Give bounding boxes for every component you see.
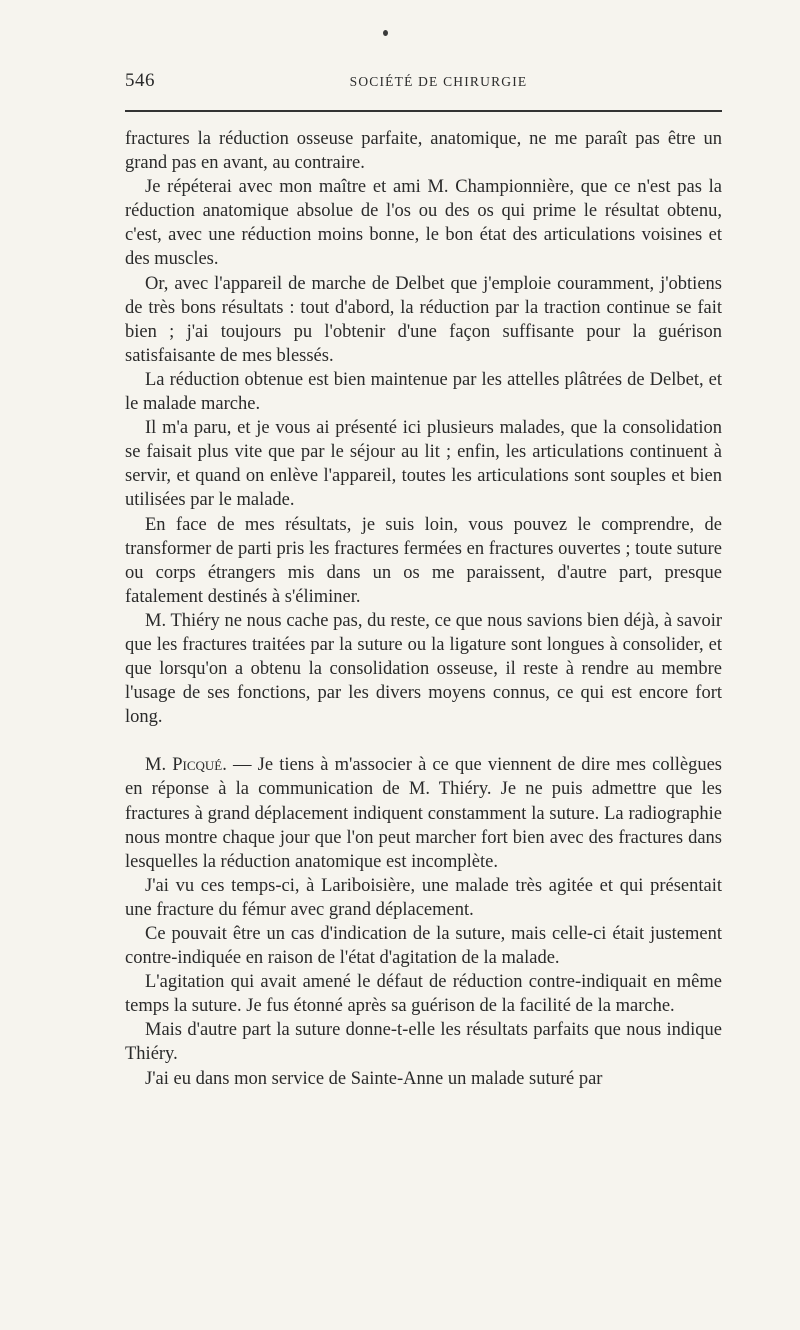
page-header [125,70,722,96]
page-number: 546 [125,70,155,91]
paragraph: Il m'a paru, et je vous ai présenté ici plusieurs malades, que la consolidation se faisait plus vite que par le séjour au lit ; enfin, les articulations continuent à servir, et quand on enlève l'appareil, toutes les articulations sont souples et bien utilisées par le malade. [125,418,722,511]
paragraph: En face de mes résultats, je suis loin, vous pouvez le comprendre, de transformer de parti pris les fractures fermées en fractures ouvertes ; toute suture ou corps étrangers mis dans un os me paraissent, d'autre part, presque fatalement destinés à s'éliminer. [125,514,722,607]
speaker-text: . — Je tiens à m'associer à ce que viennent de dire mes collègues en réponse à la communication de M. Thiéry. Je ne puis admettre que les fractures à grand déplacement indiquent constamment la suture. La radiographie nous montre chaque jour que l'on peut marcher fort bien avec des fractures dans lesquelles la réduction anatomique est incomplète. [125,755,722,872]
print-mark [383,30,388,36]
body-text [125,127,722,1091]
speaker-name: Picqué [172,755,223,776]
paragraph: La réduction obtenue est bien maintenue par les attelles plâtrées de Delbet, et le malade marche. [125,369,722,415]
page [125,0,722,1330]
speaker-paragraph [125,753,722,873]
paragraph: Or, avec l'appareil de marche de Delbet que j'emploie couramment, j'obtiens de très bons résultats : tout d'abord, la réduction par la traction continue se fait bien ; j'ai toujours pu l'obtenir d'une façon suffisante pour la guérison satisfaisante de mes blessés. [125,273,722,366]
paragraph: J'ai vu ces temps-ci, à Lariboisière, une malade très agitée et qui présentait une fracture du fémur avec grand déplacement. [125,875,722,920]
paragraph: J'ai eu dans mon service de Sainte-Anne un malade suturé par [145,1068,603,1089]
header-rule [125,110,722,112]
paragraph: Je répéterai avec mon maître et ami M. Championnière, que ce n'est pas la réduction anatomique absolue de l'os ou des os qui prime le résultat obtenu, c'est, avec une réduction moins bonne, le bon état des articulations voisines et des muscles. [125,177,722,270]
paragraph: Mais d'autre part la suture donne-t-elle les résultats parfaits que nous indique Thiéry. [125,1020,722,1065]
speaker-prefix: M. [145,755,173,776]
paragraph: fractures la réduction osseuse parfaite, anatomique, ne me paraît pas être un grand pas en avant, au contraire. [125,129,722,174]
section-gap [125,729,722,753]
running-title: SOCIÉTÉ DE CHIRURGIE [349,74,528,89]
paragraph: L'agitation qui avait amené le défaut de réduction contre-indiquait en même temps la suture. Je fus étonné après sa guérison de la facilité de la marche. [125,972,722,1017]
paragraph: M. Thiéry ne nous cache pas, du reste, ce que nous savions bien déjà, à savoir que les fractures traitées par la suture ou la ligature sont longues à consolider, et que lorsqu'on a obtenu la consolidation osseuse, il reste à rendre au membre l'usage de ses fonctions, par les divers moyens connus, ce qui est encore fort long. [125,610,722,728]
paragraph: Ce pouvait être un cas d'indication de la suture, mais celle-ci était justement contre-indiquée en raison de l'état d'agitation de la malade. [125,924,722,969]
